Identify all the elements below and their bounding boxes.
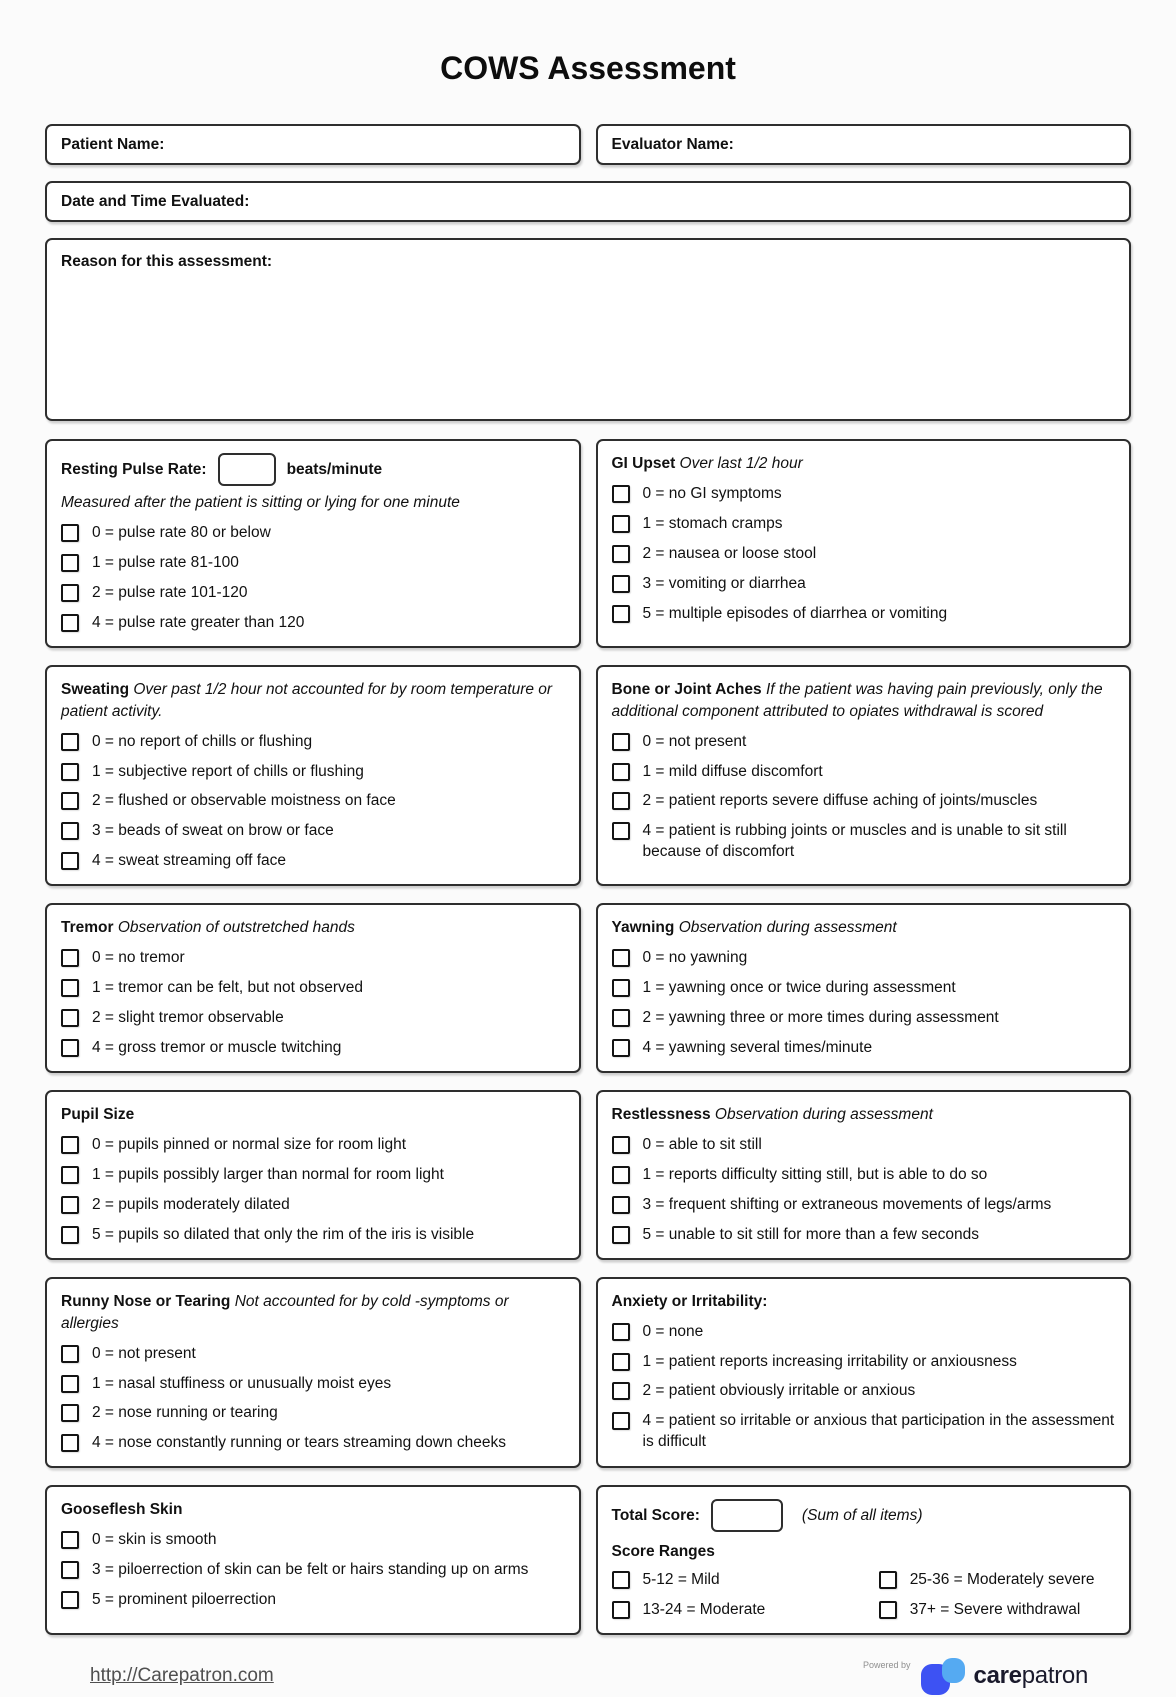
resting-pulse-rate-option-3 — [61, 613, 565, 634]
sweating-option-1-label: 1 = subjective report of chills or flushing — [92, 762, 364, 780]
resting-pulse-rate-subtitle: Measured after the patient is sitting or lying for one minute — [61, 494, 460, 511]
sweating-option-2-label: 2 = flushed or observable moistness on face — [92, 792, 396, 810]
sweating-option-1 — [61, 762, 565, 783]
score-range-0-1-label: 13-24 = Moderate — [642, 1601, 766, 1619]
bone-or-joint-aches-option-2-checkbox[interactable] — [612, 792, 630, 810]
evaluator-name-label: Evaluator Name: — [611, 135, 734, 153]
gi-upset-option-3-checkbox[interactable] — [612, 575, 630, 593]
pupil-size-option-1-checkbox[interactable] — [61, 1166, 79, 1184]
sweating-option-0 — [61, 732, 565, 753]
runny-nose-or-tearing-option-0-label: 0 = not present — [92, 1344, 196, 1362]
runny-nose-or-tearing-option-1-label: 1 = nasal stuffiness or unusually moist eyes — [92, 1374, 392, 1392]
runny-nose-or-tearing-option-3 — [61, 1433, 565, 1454]
score-range-1-0-label: 25-36 = Moderately severe — [909, 1571, 1095, 1589]
tremor-option-2-checkbox[interactable] — [61, 1009, 79, 1027]
sweating-option-3-checkbox[interactable] — [61, 822, 79, 840]
score-range-1-1 — [879, 1600, 1115, 1621]
gi-upset-header — [612, 453, 1116, 475]
bone-or-joint-aches-header — [612, 679, 1116, 723]
page-title: COWS Assessment — [440, 50, 736, 86]
sweating-option-3-label: 3 = beads of sweat on brow or face — [92, 822, 334, 840]
bone-or-joint-aches-option-2 — [612, 791, 1116, 812]
tremor-option-0-checkbox[interactable] — [61, 949, 79, 967]
restlessness-option-1-checkbox[interactable] — [612, 1166, 630, 1184]
yawning-title: Yawning — [611, 919, 675, 937]
yawning-option-1-label: 1 = yawning once or twice during assessment — [642, 979, 956, 997]
yawning-option-0 — [612, 948, 1116, 969]
resting-pulse-rate-option-2-label: 2 = pulse rate 101-120 — [92, 583, 248, 601]
carepatron-brand — [863, 1655, 1088, 1697]
reason-label: Reason for this assessment: — [61, 253, 273, 270]
total-score-header — [612, 1499, 1116, 1532]
gi-upset-option-3-label: 3 = vomiting or diarrhea — [642, 574, 806, 592]
pupil-size-option-2 — [61, 1195, 565, 1216]
resting-pulse-rate-option-3-checkbox[interactable] — [61, 614, 79, 632]
restlessness-title: Restlessness — [611, 1105, 711, 1123]
pupil-size-option-3 — [61, 1225, 565, 1246]
yawning-header — [612, 917, 1116, 939]
anxiety-or-irritability-option-2-label: 2 = patient obviously irritable or anxious — [642, 1382, 916, 1400]
restlessness-option-1 — [612, 1165, 1116, 1186]
gi-upset-option-1 — [612, 514, 1116, 535]
section-anxiety-or-irritability — [596, 1277, 1132, 1469]
restlessness-option-2-label: 3 = frequent shifting or extraneous movements of legs/arms — [642, 1195, 1052, 1213]
gi-upset-option-2-checkbox[interactable] — [612, 545, 630, 563]
score-range-0-1-checkbox[interactable] — [612, 1601, 630, 1619]
runny-nose-or-tearing-option-2-label: 2 = nose running or tearing — [92, 1404, 278, 1422]
restlessness-subtitle: Observation during assessment — [714, 1105, 933, 1123]
gi-upset-option-2 — [612, 544, 1116, 565]
gooseflesh-skin-option-1 — [61, 1560, 565, 1581]
gi-upset-option-3 — [612, 574, 1116, 595]
score-range-0-0 — [612, 1570, 867, 1591]
runny-nose-or-tearing-title: Runny Nose or Tearing — [61, 1292, 231, 1310]
section-tremor — [45, 903, 581, 1073]
bone-or-joint-aches-option-0-checkbox[interactable] — [612, 733, 630, 751]
score-range-1-0 — [879, 1570, 1115, 1591]
resting-pulse-rate-option-3-label: 4 = pulse rate greater than 120 — [92, 613, 305, 631]
carepatron-link[interactable]: http://Carepatron.com — [90, 1665, 274, 1687]
section-gooseflesh-skin — [45, 1485, 581, 1635]
gooseflesh-skin-option-1-label: 3 = piloerrection of skin can be felt or hairs standing up on arms — [92, 1561, 529, 1579]
resting-pulse-rate-option-0 — [61, 523, 565, 544]
runny-nose-or-tearing-header — [61, 1291, 565, 1335]
gooseflesh-skin-title: Gooseflesh Skin — [61, 1501, 183, 1519]
score-ranges-col-1 — [612, 1561, 867, 1621]
resting-pulse-rate-option-0-label: 0 = pulse rate 80 or below — [92, 523, 271, 541]
evaluator-name-field[interactable] — [596, 124, 1132, 165]
gi-upset-option-4-label: 5 = multiple episodes of diarrhea or vomiting — [642, 604, 948, 622]
pupil-size-option-0 — [61, 1135, 565, 1156]
yawning-option-0-checkbox[interactable] — [612, 949, 630, 967]
tremor-title: Tremor — [61, 919, 114, 937]
total-score-note: (Sum of all items) — [801, 1506, 923, 1524]
anxiety-or-irritability-option-0-label: 0 = none — [642, 1322, 704, 1340]
restlessness-option-2 — [612, 1195, 1116, 1216]
tremor-subtitle: Observation of outstretched hands — [117, 919, 355, 937]
sweating-option-4-checkbox[interactable] — [61, 852, 79, 870]
gi-upset-option-0-checkbox[interactable] — [612, 485, 630, 503]
section-pupil-size — [45, 1090, 581, 1260]
pupil-size-option-1 — [61, 1165, 565, 1186]
runny-nose-or-tearing-option-0-checkbox[interactable] — [61, 1345, 79, 1363]
anxiety-or-irritability-option-1-checkbox[interactable] — [612, 1353, 630, 1371]
score-ranges-title: Score Ranges — [611, 1543, 715, 1561]
sections-grid — [45, 439, 1131, 1635]
anxiety-or-irritability-header — [612, 1291, 1116, 1313]
page-header — [0, 50, 1176, 87]
anxiety-or-irritability-option-0 — [612, 1322, 1116, 1343]
date-time-field[interactable] — [45, 181, 1131, 222]
tremor-option-0-label: 0 = no tremor — [92, 949, 185, 967]
tremor-option-3 — [61, 1038, 565, 1059]
yawning-subtitle: Observation during assessment — [678, 919, 897, 937]
bone-or-joint-aches-title: Bone or Joint Aches — [611, 680, 762, 698]
yawning-option-2 — [612, 1008, 1116, 1029]
yawning-option-1 — [612, 978, 1116, 999]
gooseflesh-skin-header — [61, 1499, 565, 1521]
anxiety-or-irritability-option-2-checkbox[interactable] — [612, 1382, 630, 1400]
section-sweating — [45, 665, 581, 887]
section-total-score — [596, 1485, 1132, 1635]
tremor-option-3-label: 4 = gross tremor or muscle twitching — [92, 1038, 342, 1056]
bone-or-joint-aches-option-0-label: 0 = not present — [642, 732, 747, 750]
sweating-subtitle: Over past 1/2 hour not accounted for by room temperature or patient activity. — [61, 680, 553, 720]
patient-name-label: Patient Name: — [61, 135, 165, 153]
tremor-option-0 — [61, 948, 565, 969]
yawning-option-2-checkbox[interactable] — [612, 1009, 630, 1027]
brand-patron: patron — [1021, 1662, 1088, 1690]
score-ranges-grid — [612, 1561, 1116, 1621]
pupil-size-title: Pupil Size — [61, 1105, 135, 1123]
sweating-option-1-checkbox[interactable] — [61, 763, 79, 781]
form-page — [0, 124, 1176, 1635]
score-range-0-0-label: 5-12 = Mild — [642, 1571, 720, 1589]
resting-pulse-rate-input[interactable] — [218, 453, 276, 486]
restlessness-option-0 — [612, 1135, 1116, 1156]
resting-pulse-rate-option-1-label: 1 = pulse rate 81-100 — [92, 553, 239, 571]
bone-or-joint-aches-option-3-checkbox[interactable] — [612, 822, 630, 840]
tremor-option-3-checkbox[interactable] — [61, 1039, 79, 1057]
gooseflesh-skin-option-2-label: 5 = prominent piloerrection — [92, 1591, 276, 1609]
brand-care: care — [973, 1662, 1022, 1690]
anxiety-or-irritability-option-1-label: 1 = patient reports increasing irritability or anxiousness — [642, 1352, 1017, 1370]
runny-nose-or-tearing-option-3-label: 4 = nose constantly running or tears streaming down cheeks — [92, 1434, 506, 1452]
runny-nose-or-tearing-option-2 — [61, 1403, 565, 1424]
tremor-option-2 — [61, 1008, 565, 1029]
section-runny-nose-or-tearing — [45, 1277, 581, 1469]
yawning-option-3 — [612, 1038, 1116, 1059]
restlessness-option-2-checkbox[interactable] — [612, 1196, 630, 1214]
pupil-size-option-0-checkbox[interactable] — [61, 1136, 79, 1154]
logo-light-blob — [942, 1658, 965, 1683]
resting-pulse-rate-option-1 — [61, 553, 565, 574]
resting-pulse-rate-option-2-checkbox[interactable] — [61, 584, 79, 602]
score-range-1-1-checkbox[interactable] — [879, 1601, 897, 1619]
resting-pulse-rate-option-0-checkbox[interactable] — [61, 524, 79, 542]
pupil-size-header — [61, 1104, 565, 1126]
carepatron-wordmark — [974, 1662, 1088, 1690]
yawning-option-3-checkbox[interactable] — [612, 1039, 630, 1057]
runny-nose-or-tearing-option-3-checkbox[interactable] — [61, 1434, 79, 1452]
gi-upset-option-4 — [612, 604, 1116, 625]
score-range-1-0-checkbox[interactable] — [879, 1571, 897, 1589]
sweating-option-0-checkbox[interactable] — [61, 733, 79, 751]
section-gi-upset — [596, 439, 1132, 648]
carepatron-logo-icon — [920, 1655, 966, 1697]
tremor-option-2-label: 2 = slight tremor observable — [92, 1009, 284, 1027]
bone-or-joint-aches-option-3 — [612, 821, 1116, 863]
gi-upset-option-0-label: 0 = no GI symptoms — [642, 485, 782, 502]
anxiety-or-irritability-option-3-label: 4 = patient so irritable or anxious that participation in the assessment is difficult — [642, 1412, 1115, 1451]
tremor-option-1-checkbox[interactable] — [61, 979, 79, 997]
gi-upset-option-4-checkbox[interactable] — [612, 605, 630, 623]
restlessness-header — [612, 1104, 1116, 1126]
gi-upset-option-0 — [612, 484, 1116, 505]
runny-nose-or-tearing-option-1 — [61, 1374, 565, 1395]
resting-pulse-rate-suffix: beats/minute — [286, 460, 383, 478]
total-score-title: Total Score: — [611, 1506, 700, 1524]
section-bone-or-joint-aches — [596, 665, 1132, 887]
sweating-option-2-checkbox[interactable] — [61, 792, 79, 810]
powered-by-label: Powered by — [863, 1660, 911, 1671]
sweating-option-2 — [61, 791, 565, 812]
gi-upset-title: GI Upset — [611, 455, 676, 472]
sweating-option-4 — [61, 851, 565, 872]
reason-field[interactable] — [45, 238, 1131, 421]
sweating-option-3 — [61, 821, 565, 842]
pupil-size-option-3-checkbox[interactable] — [61, 1226, 79, 1244]
runny-nose-or-tearing-option-1-checkbox[interactable] — [61, 1375, 79, 1393]
restlessness-option-3-checkbox[interactable] — [612, 1226, 630, 1244]
bone-or-joint-aches-option-2-label: 2 = patient reports severe diffuse aching of joints/muscles — [642, 792, 1038, 810]
restlessness-option-0-label: 0 = able to sit still — [642, 1135, 762, 1153]
gooseflesh-skin-option-0 — [61, 1530, 565, 1551]
bone-or-joint-aches-option-0 — [612, 732, 1116, 753]
runny-nose-or-tearing-option-2-checkbox[interactable] — [61, 1404, 79, 1422]
restlessness-option-1-label: 1 = reports difficulty sitting still, but is able to do so — [642, 1165, 988, 1183]
total-score-input[interactable] — [711, 1499, 783, 1532]
anxiety-or-irritability-option-2 — [612, 1381, 1116, 1402]
tremor-option-1-label: 1 = tremor can be felt, but not observed — [92, 979, 363, 997]
name-fields-row — [45, 124, 1131, 165]
tremor-option-1 — [61, 978, 565, 999]
gooseflesh-skin-option-1-checkbox[interactable] — [61, 1561, 79, 1579]
date-time-label: Date and Time Evaluated: — [61, 192, 250, 210]
pupil-size-option-0-label: 0 = pupils pinned or normal size for room light — [92, 1135, 407, 1153]
pupil-size-option-3-label: 5 = pupils so dilated that only the rim of the iris is visible — [92, 1225, 475, 1243]
sweating-title: Sweating — [61, 680, 130, 698]
gi-upset-subtitle: Over last 1/2 hour — [679, 455, 803, 472]
bone-or-joint-aches-option-1 — [612, 762, 1116, 783]
sweating-header — [61, 679, 565, 723]
anxiety-or-irritability-option-1 — [612, 1352, 1116, 1373]
score-ranges-col-2 — [879, 1561, 1115, 1621]
bone-or-joint-aches-option-1-label: 1 = mild diffuse discomfort — [642, 762, 823, 780]
anxiety-or-irritability-option-3 — [612, 1411, 1116, 1453]
yawning-option-2-label: 2 = yawning three or more times during assessment — [642, 1009, 999, 1027]
section-restlessness — [596, 1090, 1132, 1260]
runny-nose-or-tearing-subtitle: Not accounted for by cold -symptoms or allergies — [61, 1292, 509, 1332]
pupil-size-option-2-label: 2 = pupils moderately dilated — [92, 1195, 290, 1213]
runny-nose-or-tearing-option-0 — [61, 1344, 565, 1365]
sweating-option-4-label: 4 = sweat streaming off face — [92, 852, 286, 870]
tremor-header — [61, 917, 565, 939]
score-range-0-0-checkbox[interactable] — [612, 1571, 630, 1589]
sweating-option-0-label: 0 = no report of chills or flushing — [92, 732, 313, 750]
score-range-0-1 — [612, 1600, 867, 1621]
resting-pulse-rate-header — [61, 453, 565, 486]
gooseflesh-skin-option-0-label: 0 = skin is smooth — [92, 1531, 217, 1549]
gooseflesh-skin-option-2 — [61, 1590, 565, 1611]
bone-or-joint-aches-option-1-checkbox[interactable] — [612, 763, 630, 781]
resting-pulse-rate-option-1-checkbox[interactable] — [61, 554, 79, 572]
section-resting-pulse-rate — [45, 439, 581, 648]
yawning-option-3-label: 4 = yawning several times/minute — [642, 1038, 873, 1056]
anxiety-or-irritability-title: Anxiety or Irritability: — [611, 1292, 768, 1310]
gi-upset-option-1-label: 1 = stomach cramps — [642, 514, 783, 532]
score-range-1-1-label: 37+ = Severe withdrawal — [909, 1601, 1081, 1619]
section-yawning — [596, 903, 1132, 1073]
resting-pulse-rate-title: Resting Pulse Rate: — [61, 460, 207, 478]
restlessness-option-3 — [612, 1225, 1116, 1246]
yawning-option-0-label: 0 = no yawning — [642, 949, 748, 967]
gi-upset-option-1-checkbox[interactable] — [612, 515, 630, 533]
restlessness-option-0-checkbox[interactable] — [612, 1136, 630, 1154]
resting-pulse-rate-option-2 — [61, 583, 565, 604]
patient-name-field[interactable] — [45, 124, 581, 165]
anxiety-or-irritability-option-0-checkbox[interactable] — [612, 1323, 630, 1341]
gooseflesh-skin-option-0-checkbox[interactable] — [61, 1531, 79, 1549]
yawning-option-1-checkbox[interactable] — [612, 979, 630, 997]
gooseflesh-skin-option-2-checkbox[interactable] — [61, 1591, 79, 1609]
pupil-size-option-2-checkbox[interactable] — [61, 1196, 79, 1214]
anxiety-or-irritability-option-3-checkbox[interactable] — [612, 1412, 630, 1430]
bone-or-joint-aches-option-3-label: 4 = patient is rubbing joints or muscles and is unable to sit still because of discomfort — [642, 822, 1067, 861]
bone-or-joint-aches-subtitle: If the patient was having pain previously, only the additional component attributed to opiates withdrawal is scored — [611, 680, 1103, 720]
restlessness-option-3-label: 5 = unable to sit still for more than a few seconds — [642, 1225, 979, 1243]
gi-upset-option-2-label: 2 = nausea or loose stool — [642, 544, 817, 562]
footer — [0, 1655, 1176, 1697]
pupil-size-option-1-label: 1 = pupils possibly larger than normal for room light — [92, 1165, 444, 1183]
